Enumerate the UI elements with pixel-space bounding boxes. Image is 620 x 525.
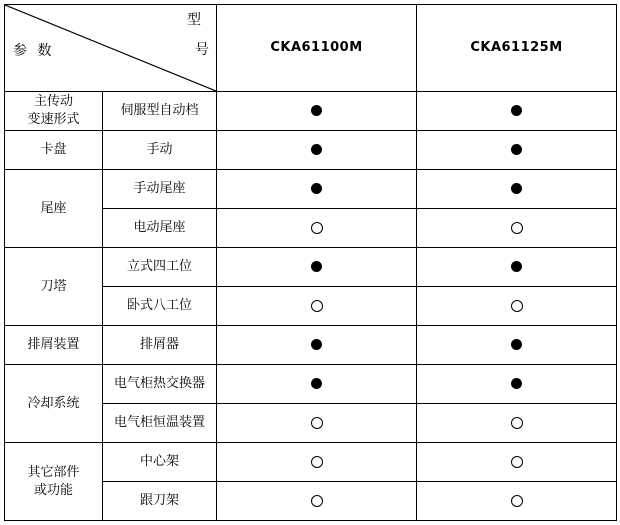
item-cell: 跟刀架 (103, 482, 217, 521)
category-cell: 刀塔 (5, 248, 103, 326)
category-cell: 排屑装置 (5, 326, 103, 365)
item-cell: 中心架 (103, 443, 217, 482)
table-row (5, 131, 617, 170)
value-cell (417, 365, 617, 404)
filled-dot-icon (311, 378, 322, 389)
value-cell (217, 404, 417, 443)
item-cell: 电气柜恒温装置 (103, 404, 217, 443)
category-cell: 尾座 (5, 170, 103, 248)
hollow-dot-icon (511, 456, 523, 468)
corner-parameter-label: 参 数 (13, 43, 55, 60)
item-cell: 电动尾座 (103, 209, 217, 248)
hollow-dot-icon (511, 222, 523, 234)
value-cell (417, 482, 617, 521)
filled-dot-icon (511, 339, 522, 350)
category-cell: 冷却系统 (5, 365, 103, 443)
item-cell: 伺服型自动档 (103, 92, 217, 131)
value-cell (417, 170, 617, 209)
table-row (5, 443, 617, 482)
category-line: 主传动 (33, 94, 73, 110)
value-cell (417, 209, 617, 248)
item-cell: 电气柜热交换器 (103, 365, 217, 404)
value-cell (217, 209, 417, 248)
hollow-dot-icon (511, 495, 523, 507)
corner-type-label: 型 (187, 12, 202, 28)
hollow-dot-icon (311, 417, 323, 429)
hollow-dot-icon (311, 300, 323, 312)
value-cell (417, 92, 617, 131)
filled-dot-icon (311, 105, 322, 116)
table-row (5, 248, 617, 287)
category-line: 其它部件 (27, 464, 80, 480)
model-header-2: CKA61125M (417, 5, 617, 92)
value-cell (217, 443, 417, 482)
item-cell: 立式四工位 (103, 248, 217, 287)
value-cell (217, 92, 417, 131)
table-body (5, 5, 617, 521)
category-cell: 卡盘 (5, 131, 103, 170)
hollow-dot-icon (311, 495, 323, 507)
value-cell (417, 287, 617, 326)
value-cell (217, 287, 417, 326)
model-header-1: CKA61100M (217, 5, 417, 92)
category-line: 或功能 (33, 482, 73, 498)
hollow-dot-icon (511, 417, 523, 429)
spec-table-sheet (0, 4, 620, 525)
corner-header-cell (5, 5, 217, 92)
filled-dot-icon (511, 183, 522, 194)
filled-dot-icon (311, 183, 322, 194)
value-cell (217, 365, 417, 404)
value-cell (217, 170, 417, 209)
filled-dot-icon (311, 339, 322, 350)
item-cell: 手动 (103, 131, 217, 170)
item-cell: 手动尾座 (103, 170, 217, 209)
table-row (5, 92, 617, 131)
filled-dot-icon (511, 261, 522, 272)
value-cell (417, 443, 617, 482)
value-cell (417, 326, 617, 365)
filled-dot-icon (511, 105, 522, 116)
value-cell (217, 482, 417, 521)
value-cell (217, 248, 417, 287)
value-cell (417, 248, 617, 287)
hollow-dot-icon (511, 300, 523, 312)
value-cell (417, 131, 617, 170)
table-row (5, 365, 617, 404)
table-row (5, 170, 617, 209)
filled-dot-icon (311, 261, 322, 272)
table-header-row (5, 5, 617, 92)
category-line: 变速形式 (27, 112, 80, 127)
category-cell (5, 443, 103, 521)
configuration-table (4, 4, 617, 521)
corner-number-label: 号 (195, 42, 210, 58)
value-cell (417, 404, 617, 443)
filled-dot-icon (511, 144, 522, 155)
category-cell (5, 92, 103, 131)
hollow-dot-icon (311, 456, 323, 468)
item-cell: 卧式八工位 (103, 287, 217, 326)
table-row (5, 326, 617, 365)
value-cell (217, 326, 417, 365)
filled-dot-icon (511, 378, 522, 389)
filled-dot-icon (311, 144, 322, 155)
item-cell: 排屑器 (103, 326, 217, 365)
hollow-dot-icon (311, 222, 323, 234)
value-cell (217, 131, 417, 170)
